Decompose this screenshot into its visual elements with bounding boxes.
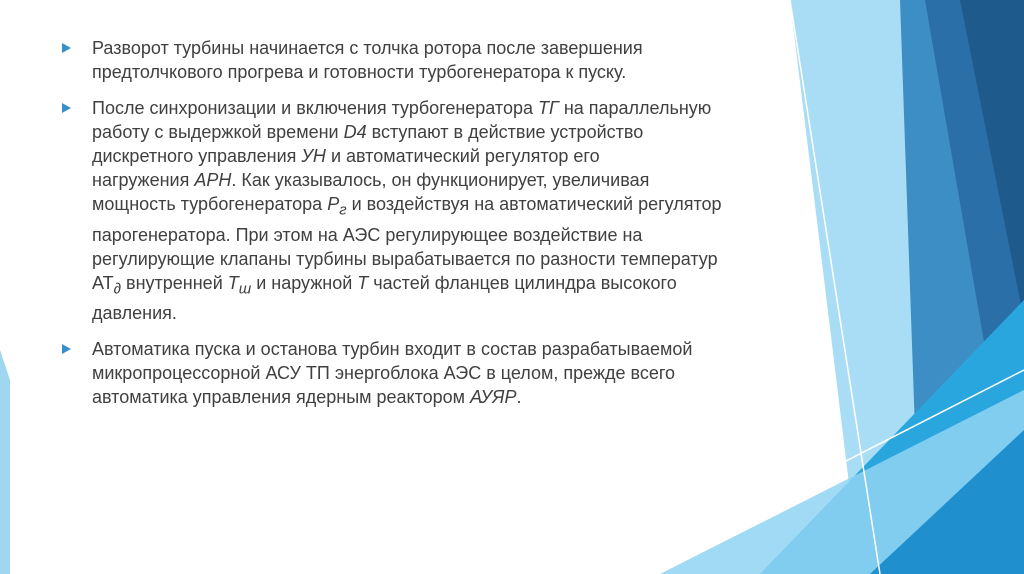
text-run: и воздействуя на автоматический регулятор <box>346 194 722 214</box>
triangle-right-icon <box>62 43 71 53</box>
italic-term: D4 <box>343 122 367 142</box>
bullet-text-line: предтолчкового прогрева и готовности турбогенератора к пуску. <box>92 62 627 82</box>
bullet-item <box>60 337 780 409</box>
text-run: внутренней <box>121 272 228 293</box>
italic-term: АРН <box>194 170 232 190</box>
bullet-text-line: микропроцессорной АСУ ТП энергоблока АЭС в целом, прежде всего <box>92 363 676 384</box>
text-run: регулирующие клапаны турбины вырабатывается по разности температур <box>92 248 718 269</box>
text-run: и наружной <box>251 272 358 293</box>
italic-term: АУЯР <box>470 387 517 408</box>
bullet-item <box>60 36 780 84</box>
text-run: работу с выдержкой времени <box>92 122 344 142</box>
italic-term: Р <box>327 194 340 214</box>
italic-term: Т <box>227 272 239 293</box>
bullet-text-line: Разворот турбины начинается с толчка ротора после завершения <box>92 38 643 58</box>
subscript: ш <box>238 280 252 298</box>
slide-content <box>60 36 780 421</box>
text-run: . <box>516 387 522 408</box>
text-run: После синхронизации и включения турбогенератора <box>92 98 539 118</box>
left-accent-shape <box>0 350 10 574</box>
italic-term: Т <box>357 272 369 293</box>
italic-term: УН <box>301 146 326 166</box>
text-run: и автоматический регулятор его <box>325 146 600 166</box>
text-run: . Как указывалось, он функционирует, увеличивая <box>231 170 650 190</box>
triangle-right-icon <box>62 344 71 354</box>
text-run: парогенератора. При этом на АЭС регулирующее воздействие на <box>92 224 643 245</box>
subscript: ∂ <box>113 280 122 298</box>
text-run: дискретного управления <box>92 146 302 166</box>
bullet-item <box>60 96 780 325</box>
bullet-text-line: Автоматика пуска и останова турбин входит в состав разрабатываемой <box>92 339 693 360</box>
text-run: АТ <box>92 272 114 293</box>
subscript: г <box>339 201 347 219</box>
italic-term: ТГ <box>538 98 559 118</box>
text-run: на параллельную <box>558 98 712 118</box>
text-run: вступают в действие устройство <box>366 122 644 142</box>
text-run: нагружения <box>92 170 195 190</box>
text-run: автоматика управления ядерным реактором <box>92 387 471 408</box>
text-run: мощность турбогенератора <box>92 194 328 214</box>
text-run: частей фланцев цилиндра высокого <box>368 272 677 293</box>
text-run: давления. <box>92 303 177 324</box>
triangle-right-icon <box>62 103 71 113</box>
